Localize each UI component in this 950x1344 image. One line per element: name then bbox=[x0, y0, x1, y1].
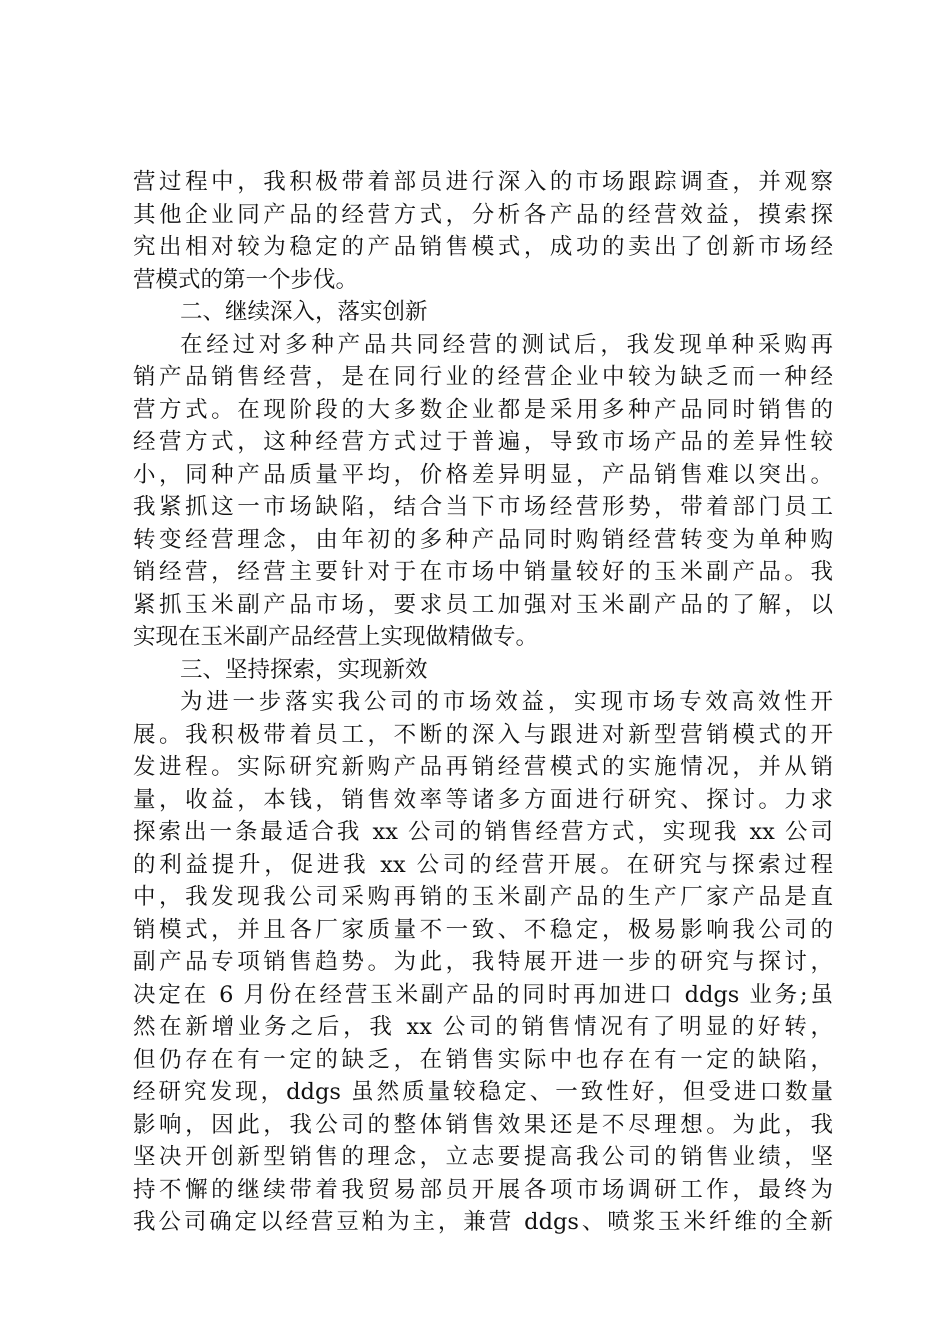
text-line: 持不懈的继续带着我贸易部员开展各项市场调研工作，最终为 bbox=[133, 1176, 833, 1203]
text-line: 经研究发现，ddgs 虽然质量较稳定、一致性好，但受进口数量 bbox=[133, 1079, 833, 1105]
text-line: 营模式的第一个步伐。 bbox=[133, 266, 359, 293]
text-line: 中，我发现我公司采购再销的玉米副产品的生产厂家产品是直 bbox=[133, 884, 833, 910]
text-line: 其他企业同产品的经营方式，分析各产品的经营效益，摸索探 bbox=[133, 201, 833, 228]
section-heading: 三、坚持探索，实现新效 bbox=[180, 656, 428, 683]
text-line: 营过程中，我积极带着部员进行深入的市场跟踪调查，并观察 bbox=[133, 169, 833, 195]
text-line: 销产品销售经营，是在同行业的经营企业中较为缺乏而一种经 bbox=[133, 364, 833, 390]
text-line: 影响，因此，我公司的整体销售效果还是不尽理想。为此，我 bbox=[133, 1111, 833, 1138]
text-line: 量，收益，本钱，销售效率等诸多方面进行研究、探讨。力求 bbox=[133, 786, 833, 813]
text-line: 在经过对多种产品共同经营的测试后，我发现单种采购再 bbox=[180, 331, 833, 358]
text-line: 坚决开创新型销售的理念，立志要提高我公司的销售业绩，坚 bbox=[133, 1144, 833, 1170]
document-page bbox=[133, 166, 833, 1239]
text-line: 经营方式，这种经营方式过于普遍，导致市场产品的差异性较 bbox=[133, 429, 833, 455]
text-line: 副产品专项销售趋势。为此，我特展开进一步的研究与探讨， bbox=[133, 949, 833, 975]
text-line: 小，同种产品质量平均，价格差异明显，产品销售难以突出。 bbox=[133, 461, 833, 488]
text-line: 的利益提升，促进我 xx 公司的经营开展。在研究与探索过程 bbox=[133, 851, 833, 878]
text-line: 销经营，经营主要针对于在市场中销量较好的玉米副产品。我 bbox=[133, 559, 833, 585]
text-line: 紧抓玉米副产品市场，要求员工加强对玉米副产品的了解，以 bbox=[133, 591, 833, 618]
text-line: 我紧抓这一市场缺陷，结合当下市场经营形势，带着部门员工 bbox=[133, 494, 833, 520]
text-line: 决定在 6 月份在经营玉米副产品的同时再加进口 ddgs 业务;虽 bbox=[133, 981, 833, 1008]
text-line: 营方式。在现阶段的大多数企业都是采用多种产品同时销售的 bbox=[133, 396, 833, 423]
text-line: 然在新增业务之后，我 xx 公司的销售情况有了明显的好转， bbox=[133, 1014, 833, 1040]
text-line: 究出相对较为稳定的产品销售模式，成功的卖出了创新市场经 bbox=[133, 234, 833, 260]
text-line: 为进一步落实我公司的市场效益，实现市场专效高效性开 bbox=[180, 689, 833, 715]
section-heading: 二、继续深入，落实创新 bbox=[180, 299, 428, 325]
text-line: 展。我积极带着员工，不断的深入与跟进对新型营销模式的开 bbox=[133, 721, 833, 748]
text-line: 但仍存在有一定的缺乏，在销售实际中也存在有一定的缺陷， bbox=[133, 1046, 833, 1073]
text-line: 实现在玉米副产品经营上实现做精做专。 bbox=[133, 624, 539, 650]
text-line: 转变经营理念，由年初的多种产品同时购销经营转变为单种购 bbox=[133, 526, 833, 553]
text-line: 销模式，并且各厂家质量不一致、不稳定，极易影响我公司的 bbox=[133, 916, 833, 943]
text-line: 发进程。实际研究新购产品再销经营模式的实施情况，并从销 bbox=[133, 754, 833, 780]
text-line: 探索出一条最适合我 xx 公司的销售经营方式，实现我 xx 公司 bbox=[133, 819, 833, 845]
text-line: 我公司确定以经营豆粕为主，兼营 ddgs、喷浆玉米纤维的全新 bbox=[133, 1209, 833, 1235]
